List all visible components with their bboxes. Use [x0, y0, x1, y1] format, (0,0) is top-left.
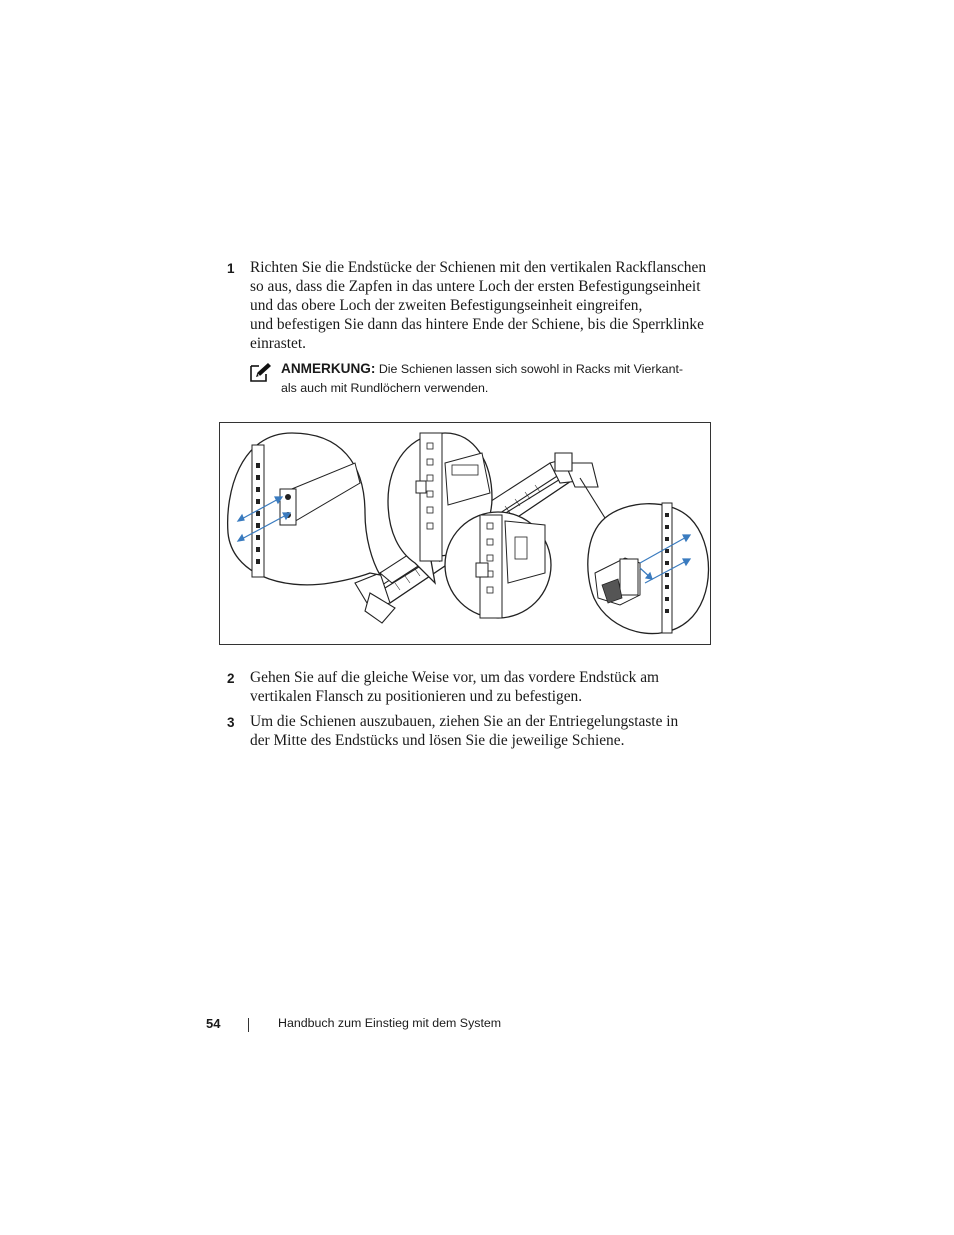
step-text-line: der Mitte des Endstücks und lösen Sie die jeweilige Schiene. — [250, 731, 625, 749]
step-text-line: und das obere Loch der zweiten Befestigungseinheit eingreifen, — [250, 296, 643, 314]
step-text-line: Gehen Sie auf die gleiche Weise vor, um das vordere Endstück am — [250, 669, 660, 686]
note-body-1: Die Schienen lassen sich sowohl in Racks mit Vierkant- — [378, 362, 684, 376]
step-number: 3 — [227, 715, 235, 730]
step-text-line: einrastet. — [250, 334, 306, 352]
page-footer — [0, 1016, 954, 1036]
step-3 — [227, 713, 717, 753]
footer-title: Handbuch zum Einstieg mit dem System — [278, 1016, 502, 1030]
step-text — [250, 259, 720, 354]
note-box — [250, 360, 700, 400]
note-label: ANMERKUNG: — [281, 361, 376, 376]
note-pencil-icon — [250, 362, 272, 382]
step-2 — [227, 669, 717, 709]
detail-circle-lower — [445, 512, 551, 618]
note-body-2: als auch mit Rundlöchern verwenden. — [281, 380, 489, 395]
detail-circle-right — [588, 503, 709, 634]
step-text-line: vertikalen Flansch zu positionieren und zu befestigen. — [250, 687, 583, 705]
detail-circle-left — [228, 433, 380, 585]
step-text — [250, 713, 720, 751]
note-text — [281, 360, 701, 397]
step-number: 2 — [227, 671, 235, 686]
rail-installation-figure — [219, 422, 711, 645]
page-number: 54 — [206, 1016, 221, 1031]
step-text — [250, 669, 720, 707]
step-text-line: und befestigen Sie dann das hintere Ende der Schiene, bis die Sperrklinke — [250, 315, 704, 333]
step-text-line: Richten Sie die Endstücke der Schienen mit den vertikalen Rackflanschen — [250, 259, 707, 276]
step-text-line: so aus, dass die Zapfen in das untere Loch der ersten Befestigungseinheit — [250, 277, 701, 295]
step-number: 1 — [227, 261, 235, 276]
rail-illustration — [220, 423, 710, 644]
step-1 — [227, 259, 717, 355]
footer-separator — [248, 1018, 249, 1032]
note-line-1 — [281, 360, 701, 379]
step-text-line: Um die Schienen auszubauen, ziehen Sie an der Entriegelungstaste in — [250, 713, 679, 730]
